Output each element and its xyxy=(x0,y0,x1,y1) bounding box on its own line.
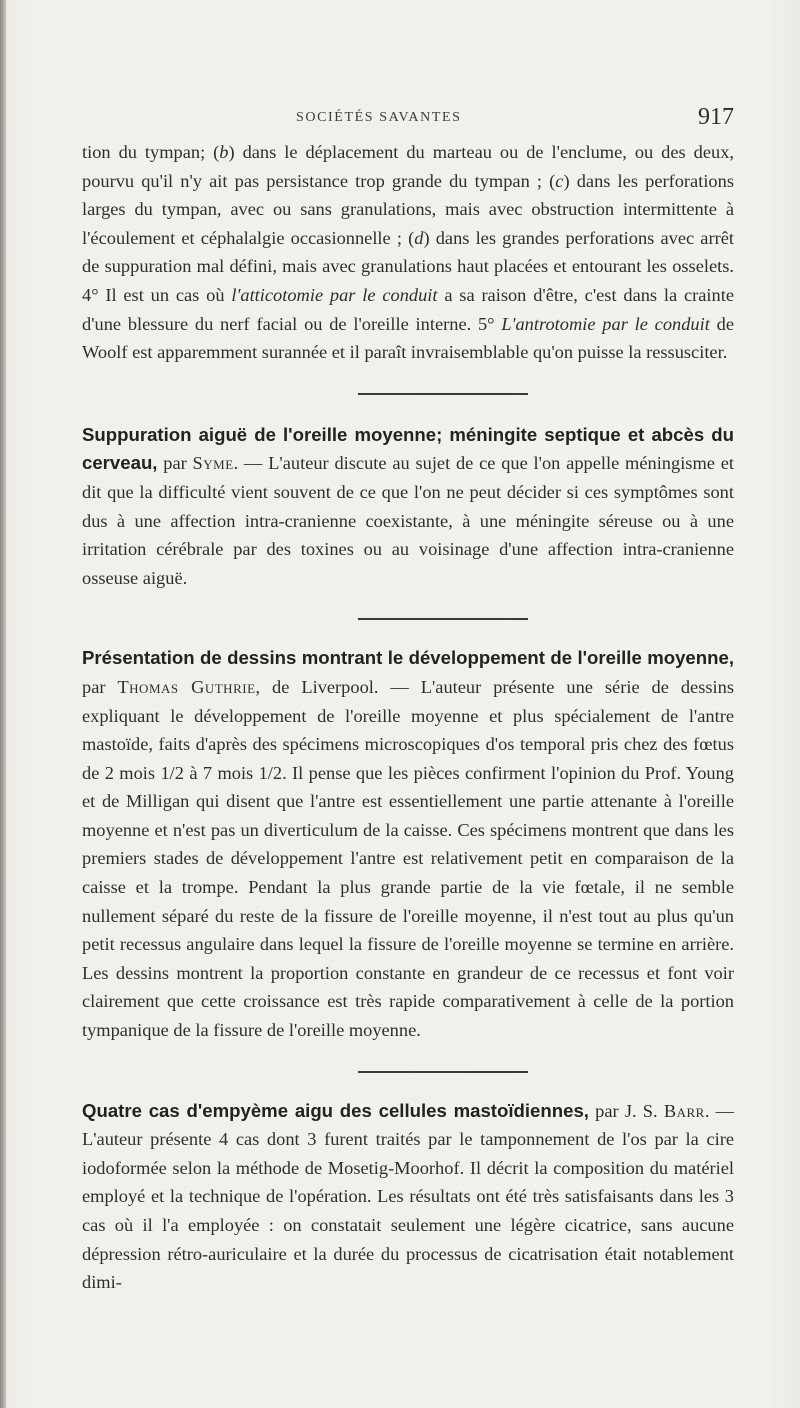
page-header xyxy=(82,104,734,134)
paragraph-continuation xyxy=(82,138,734,367)
text-run: par xyxy=(157,453,193,474)
text-run: par xyxy=(82,676,118,697)
divider-rule xyxy=(358,1071,528,1073)
italic-run: d xyxy=(414,227,424,248)
italic-run: l'atticotomie par le conduit xyxy=(231,284,438,305)
running-head: SOCIÉTÉS SAVANTES xyxy=(296,110,462,125)
page-spine-shadow xyxy=(0,0,6,1408)
section-presentation xyxy=(82,644,734,1044)
text-run: tion du tympan; ( xyxy=(82,142,220,162)
section-text: , de Liverpool. — L'auteur présente une série de dessins expliquant le développement de l'oreille moyenne et plus spécialement de l'antre mastoïde, faits d'après des spécimens microscopiques d'os temporal pris chez des fœtus de 2 mois 1/2 à 7 mois 1/2. Il pense que les pièces confirment l'opinion du Prof. Young et de Milligan qui disent que l'antre est essentiellement une partie attenante à l'oreille moyenne et n'est pas un diverticulum de la caisse. Ces spécimens montrent que dans les premiers stades de développement l'antre est relativement petit en comparaison de la caisse et la trompe. Pendant la plus grande partie de la vie fœtale, il ne semble nullement séparé du reste de la fissure de l'oreille moyenne, il n'est tout au plus qu'un petit recessus angulaire dans lequel la fissure de l'oreille moyenne se termine en arrière. Les dessins montrent la proportion constante en grandeur de ce recessus et font voir clairement que cette croissance est très rapide comparativement à celle de la portion tympanique de la fissure de l'oreille moyenne. xyxy=(82,676,734,1041)
text-run: a sa raison d'être, c'est dans la crainte d'une blessure du nerf facial ou de l'oreille interne. 5° xyxy=(82,284,735,334)
text-run: ) dans les perforations larges du tympan, avec ou sans granulations, mais avec obstruction intermittente à l'écoulement et céphalalgie occasionnelle ; ( xyxy=(82,170,734,248)
author-name: Syme xyxy=(192,453,234,474)
italic-run: b xyxy=(219,142,229,162)
section-title: Quatre cas d'empyème aigu des cellules mastoïdiennes, xyxy=(82,1099,589,1121)
page-number: 917 xyxy=(698,104,734,130)
section-title: Présentation de dessins montrant le développement de l'oreille moyenne, xyxy=(82,647,734,669)
divider-rule xyxy=(358,393,528,395)
section-quatre-cas xyxy=(82,1097,734,1297)
section-divider xyxy=(82,393,734,395)
author-name: Thomas Guthrie xyxy=(117,676,256,697)
text-run: par J. S. xyxy=(588,1100,664,1121)
text-run: de Woolf est apparemment surannée et il paraît invraisemblable qu'on puisse la ressusciter. xyxy=(82,313,734,363)
italic-run: c xyxy=(555,170,564,191)
page-body xyxy=(82,138,734,1297)
section-divider xyxy=(82,618,734,620)
section-text: . — L'auteur discute au sujet de ce que l'on appelle méningisme et dit que la difficulté vient souvent de ce que l'on ne peut décider si ces symptômes sont dus à une affection intra-cranienne coexistante, à une méningite séreuse ou à une irritation cérébrale par des toxines ou au voisinage d'une affection intra-cranienne osseuse aiguë. xyxy=(82,453,734,588)
section-title: Suppuration aiguë de l'oreille moyenne; méningite septique et abcès du cerveau, xyxy=(82,423,734,474)
italic-run: L'antrotomie par le conduit xyxy=(501,313,710,334)
section-suppuration xyxy=(82,421,734,593)
author-name: Barr xyxy=(663,1100,705,1121)
divider-rule xyxy=(358,618,528,620)
section-divider xyxy=(82,1071,734,1073)
text-run: ) dans les grandes perforations avec arrêt de suppuration mal défini, mais avec granulations haut placées et entourant les osselets. 4° Il est un cas où xyxy=(82,227,734,305)
text-run: ) dans le déplacement du marteau ou de l'enclume, ou des deux, pourvu qu'il n'y ait pas persistance trop grande du tympan ; ( xyxy=(82,142,734,191)
section-text: . — L'auteur présente 4 cas dont 3 furent traités par le tamponnement de l'os par la cire iodoformée selon la méthode de Mosetig-Moorhof. Il décrit la composition du matériel employé et la technique de l'opération. Les résultats ont été très satisfaisants dans les 3 cas où il l'a employée : on constatait seulement une légère cicatrice, sans aucune dépression rétro-auriculaire et la durée du processus de cicatrisation était notablement dimi- xyxy=(82,1100,734,1293)
